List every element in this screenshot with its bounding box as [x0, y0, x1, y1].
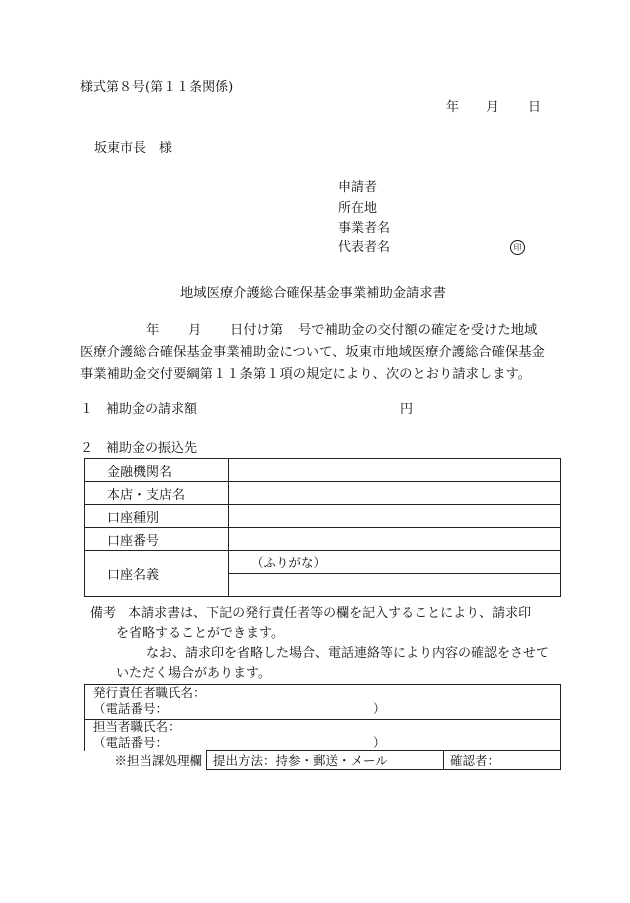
date-year: 年 — [446, 100, 460, 115]
account-type-label: 口座種別 — [85, 505, 229, 528]
table-row — [84, 751, 561, 770]
office-use-label: ※担当課処理欄 — [114, 753, 202, 768]
notes-block — [90, 604, 549, 684]
branch-name-field[interactable] — [229, 482, 561, 505]
submission-method: 提出方法：持参・郵送・メール — [207, 751, 444, 770]
account-type-field[interactable] — [229, 505, 561, 528]
notes-line3: なお、請求印を省略した場合、電話連絡等により内容の確認をさせて — [146, 646, 550, 661]
body-paragraph — [80, 320, 560, 386]
table-row — [85, 551, 561, 574]
body-date: 日付け第 — [230, 323, 284, 338]
table-row — [85, 505, 561, 528]
document-title: 地域医療介護総合確保基金事業補助金請求書 — [180, 286, 446, 301]
section1-unit: 円 — [400, 402, 414, 417]
body-line3: 事業補助金交付要綱第１１条第１項の規定により、次のとおり請求します。 — [80, 367, 532, 382]
body-line1-rest: 号で補助金の交付額の確定を受けた地域 — [298, 323, 538, 338]
account-number-field[interactable] — [229, 528, 561, 551]
body-line2: 医療介護総合確保基金事業補助金について、坂東市地域医療介護総合確保基金 — [80, 345, 545, 360]
notes-line2: を省略することができます。 — [116, 626, 284, 641]
section2-label: 補助金の振込先 — [106, 441, 198, 456]
account-holder-field[interactable] — [229, 574, 561, 597]
table-row — [85, 482, 561, 505]
branch-name-label: 本店・支店名 — [85, 482, 229, 505]
applicant-representative: 代表者名 — [338, 240, 391, 255]
bank-name-field[interactable] — [229, 459, 561, 482]
date-month: 月 — [486, 100, 500, 115]
table-row — [85, 459, 561, 482]
applicant-label: 申請者 — [338, 180, 378, 195]
notes-line4: いただく場合があります。 — [116, 666, 271, 681]
staff-label: 担当者職氏名： — [93, 719, 181, 734]
date-day: 日 — [528, 100, 542, 115]
form-number: 様式第８号(第１１条関係) — [80, 80, 234, 95]
bank-name-label: 金融機関名 — [85, 459, 229, 482]
bank-account-table — [84, 458, 561, 597]
issuer-label: 発行責任者職氏名： — [93, 685, 206, 700]
section2-number: ２ — [80, 441, 94, 456]
section1-number: １ — [80, 402, 94, 417]
issuer-phone: （電話番号： — [93, 701, 169, 716]
responsible-box — [84, 684, 561, 751]
seal-mark: 印 — [510, 240, 525, 255]
body-year: 年 — [146, 323, 160, 338]
applicant-address: 所在地 — [338, 201, 378, 216]
staff-phone: （電話番号： — [93, 735, 169, 750]
account-holder-label: 口座名義 — [85, 551, 229, 597]
account-number-label: 口座番号 — [85, 528, 229, 551]
office-use-table — [84, 750, 561, 770]
section1-label: 補助金の請求額 — [106, 402, 198, 417]
account-holder-furigana[interactable]: （ふりがな） — [229, 551, 561, 574]
issuer-phone-close: ） — [373, 701, 386, 716]
staff-phone-close: ） — [373, 735, 386, 750]
notes-line1: 本請求書は、下記の発行責任者等の欄を記入することにより、請求印 — [128, 606, 532, 621]
applicant-business-name: 事業者名 — [338, 221, 391, 236]
notes-label: 備考 — [90, 606, 117, 621]
body-month: 月 — [188, 323, 202, 338]
addressee: 坂東市長 様 — [94, 141, 173, 156]
confirmer-field: 確認者： — [444, 751, 561, 770]
table-row — [85, 528, 561, 551]
